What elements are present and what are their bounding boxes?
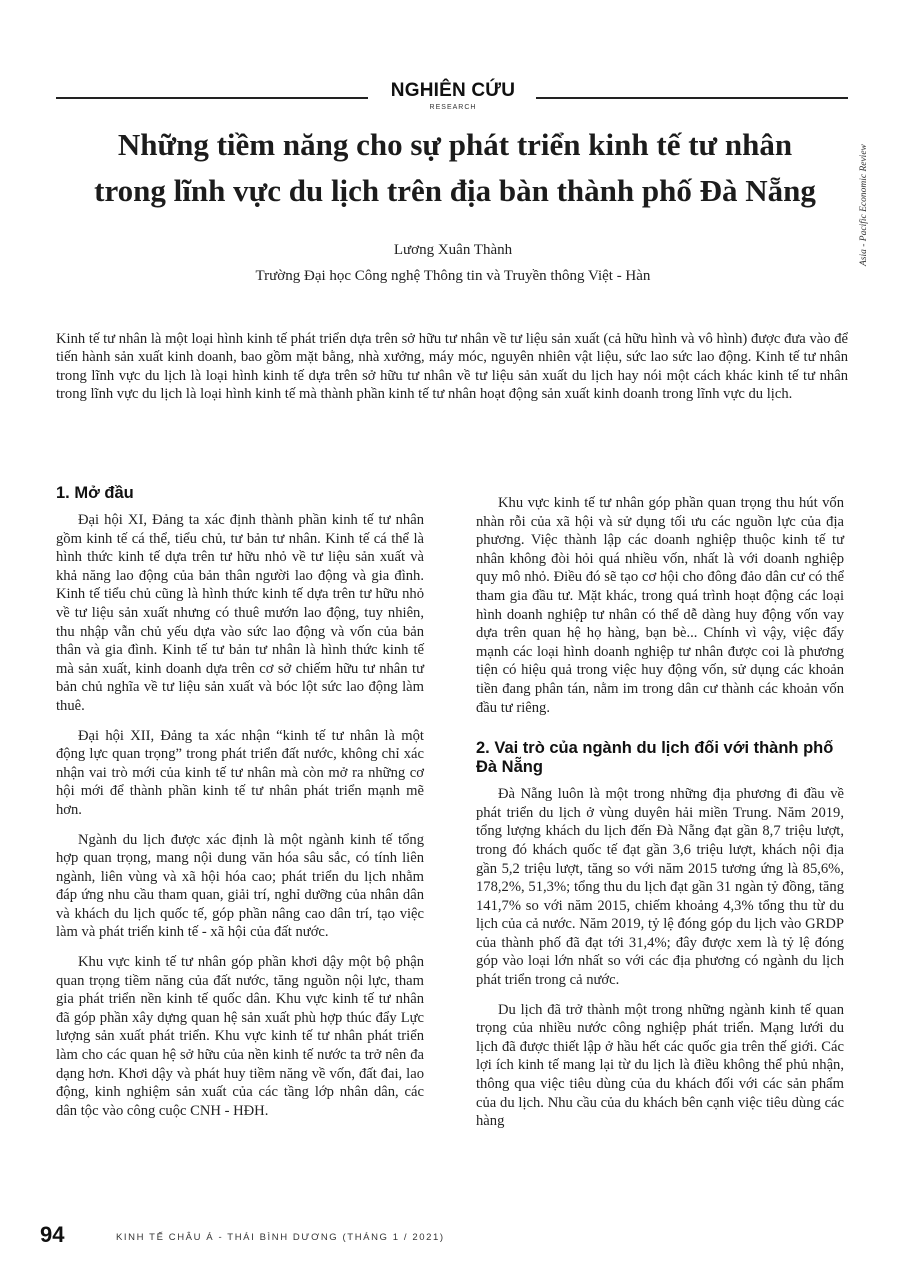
right-column — [476, 494, 844, 1142]
paragraph: Du lịch đã trở thành một trong những ngành kinh tế quan trọng của nhiều nước công nghiệp phát triển. Mạng lưới du lịch đã được thiết lập ở hầu hết các quốc gia trên thế giới. Các lợi ích kinh tế mang lại từ du lịch là điều không thể phủ nhận, thông qua việc tiêu dùng của du khách đối với các sản phẩm của du lịch. Nhu cầu của du khách bên cạnh việc tiêu dùng các hàng — [476, 1001, 844, 1130]
page-number: 94 — [40, 1222, 65, 1247]
author-name: Lương Xuân Thành — [393, 242, 513, 258]
left-column — [56, 484, 424, 1131]
abstract: Kinh tế tư nhân là một loại hình kinh tế phát triển dựa trên sở hữu tư nhân về tư liệu sản xuất (cả hữu hình và vô hình) được đưa vào để tiến hành sản xuất kinh doanh, bao gồm mặt bằng, nhà xưởng, máy móc, nguyên nhiên vật liệu, sức lao sức lao động. Kinh tế tư nhân trong lĩnh vực du lịch là loại hình kinh tế dựa trên sở hữu tư nhân về tư liệu sản xuất du lịch hay nói một cách khác kinh tế tư nhân trong lĩnh vực du lịch là loại hình kinh tế mà thành phần kinh tế tư nhân hoạt động sản xuất kinh doanh trong lĩnh vực du lịch. — [56, 331, 848, 403]
paragraph: Khu vực kinh tế tư nhân góp phần quan trọng thu hút vốn nhàn rỗi của xã hội và sử dụng tối ưu các nguồn lực của địa phương. Việc thành lập các doanh nghiệp thuộc kinh tế tư nhân không đòi hỏi quá nhiều vốn, nhất là với doanh nghiệp quy mô nhỏ. Điều đó sẽ tạo cơ hội cho đông đảo dân cư có thể tham gia đầu tư. Mặt khác, trong quá trình hoạt động các loại hình doanh nghiệp tư nhân có thể dễ dàng huy động vốn vay dựa trên quan hệ họ hàng, bạn bè... Chính vì vậy, việc đẩy mạnh các loại hình doanh nghiệp tư nhân được coi là phương tiện có hiệu quả trong việc huy động vốn, sử dụng các khoản tiền đang phân tán, nằm im trong dân cư thành các khoản vốn đầu tư riêng. — [476, 495, 844, 716]
side-journal-name: Asia - Pacific Economic Review — [859, 144, 869, 266]
footer-journal-name: KINH TẾ CHÂU Á - THÁI BÌNH DƯƠNG (THÁNG 1 / 2021) — [116, 1232, 445, 1243]
paragraph: Đà Nẵng luôn là một trong những địa phương đi đầu về phát triển du lịch ở vùng duyên hải miền Trung. Năm 2019, tổng lượng khách du lịch đến Đà Nẵng đạt gần 8,7 triệu lượt, trong đó khách quốc tế đạt gần 3,6 triệu lượt, khách nội địa gần 5,2 triệu lượt, tăng so với năm 2015 tương ứng là 85,6%, 178,2%, 51,3%; tổng thu du lịch đạt gần 31 ngàn tỷ đồng, tăng 141,7% so với năm 2015, chiếm khoảng 4,3% tổng thu từ du lịch của cả nước. Năm 2019, tỷ lệ đóng góp du lịch vào GRDP của thành phố đã đạt tới 31,4%; đây được xem là tỷ lệ đóng góp vào loại lớn nhất so với các địa phương có ngành du lịch phát triển trong cả nước. — [476, 786, 844, 989]
title-line-1: Những tiềm năng cho sự phát triển kinh tế tư nhân — [117, 127, 793, 162]
author-affiliation: Trường Đại học Công nghệ Thông tin và Truyền thông Việt - Hàn — [255, 268, 651, 284]
paragraph: Ngành du lịch được xác định là một ngành kinh tế tổng hợp quan trọng, mang nội dung văn hóa sâu sắc, có tính liên ngành, liên vùng và xã hội hóa cao; phát triển du lịch nhằm đáp ứng nhu cầu tham quan, giải trí, nghỉ dưỡng của nhân dân và khách du lịch quốc tế, góp phần nâng cao dân trí, tạo việc làm và phát triển kinh tế - xã hội của đất nước. — [56, 831, 424, 941]
section-heading-intro: 1. Mở đầu — [56, 484, 134, 502]
header-rule-right — [536, 97, 848, 99]
paragraph: Khu vực kinh tế tư nhân góp phần khơi dậy một bộ phận quan trọng tiềm năng của đất nước, tăng nguồn nội lực, tham gia phát triển nền kinh tế quốc dân. Khu vực kinh tế tư nhân đã góp phần xây dựng quan hệ sản xuất phù hợp thúc đẩy Lực lượng sản xuất phát triển. Khu vực kinh tế tư nhân phát triển làm cho các quan hệ sở hữu của nền kinh tế nước ta trở nên đa dạng hơn. Khơi dậy và phát huy tiềm năng về vốn, đất đai, lao động, kinh nghiệm sản xuất của các tầng lớp nhân dân, các dân tộc vào công cuộc CNH - HĐH. — [56, 954, 424, 1119]
title-line-2: trong lĩnh vực du lịch trên địa bàn thành phố Đà Nẵng — [94, 173, 816, 208]
header-rule-left — [56, 97, 368, 99]
article-title — [60, 122, 850, 214]
paragraph: Đại hội XI, Đảng ta xác định thành phần kinh tế tư nhân gồm kinh tế cá thể, tiểu chủ, tư bản tư nhân. Kinh tế cá thể là hình thức kinh tế dựa trên tư hữu nhỏ về tư liệu sản xuất và khả năng lao động của bản thân người lao động và gia đình. Kinh tế tiểu chủ cũng là hình thức kinh tế dựa trên tư hữu nhỏ về tư liệu sản xuất nhưng có thuê mướn lao động, tuy nhiên, thu nhập vẫn chủ yếu dựa vào sức lao động và vốn của bản thân và gia đình. Kinh tế tư bản tư nhân là hình thức kinh tế mà sản xuất, kinh doanh dựa trên cơ sở chiếm hữu tư nhân tư bản chủ nghĩa về tư liệu sản xuất và bóc lột sức lao động làm thuê. — [56, 512, 424, 714]
section-heading-tourism-role: 2. Vai trò của ngành du lịch đối với thành phố Đà Nẵng — [476, 739, 834, 777]
section-sublabel: RESEARCH — [429, 104, 477, 111]
paragraph: Đại hội XII, Đảng ta xác nhận “kinh tế tư nhân là một động lực quan trọng” trong phát triển đất nước, không chỉ xác nhận vai trò mới của kinh tế tư nhân mà còn mở ra những cơ hội mới để thành phần kinh tế tư nhân phát triển mạnh mẽ hơn. — [56, 727, 424, 818]
section-label: NGHIÊN CỨU — [390, 80, 516, 101]
